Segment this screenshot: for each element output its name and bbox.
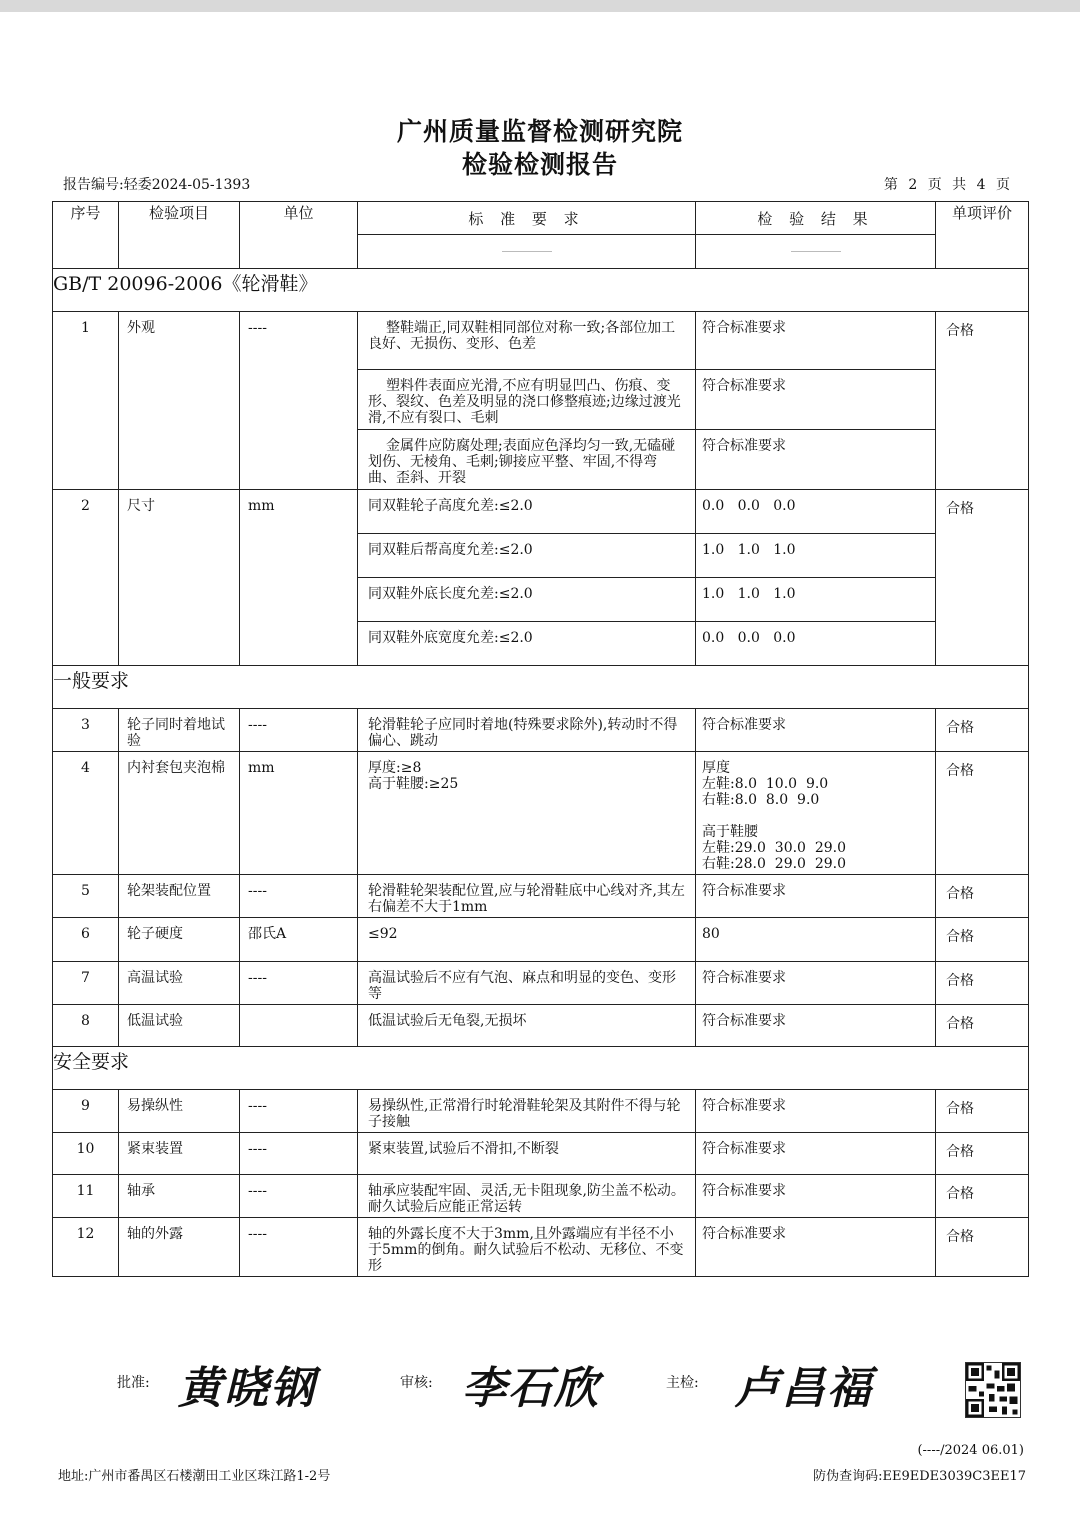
table-row: 12 轴的外露 ---- 轴的外露长度不大于3mm,且外露端应有半径不小于5mm的倒角。耐久试验后不松动、无移位、不变形 符合标准要求 合格 — [53, 1218, 1029, 1277]
doc-title: 检验检测报告 — [461, 150, 618, 179]
qr-code-icon — [965, 1362, 1021, 1418]
review-label: 审核: — [400, 1375, 433, 1391]
anti-fake-code: 防伪查询码:EE9EDE3039C3EE17 — [813, 1469, 1026, 1484]
section-header: 一般要求 — [53, 666, 1029, 709]
col-item: 检验项目 — [119, 202, 240, 269]
table-row: 3 轮子同时着地试验 ---- 轮滑鞋轮子应同时着地(特殊要求除外),转动时不得偏心、跳动 符合标准要求 合格 — [53, 709, 1029, 752]
table-row: 7 高温试验 ---- 高温试验后不应有气泡、麻点和明显的变色、变形等 符合标准要求 合格 — [53, 962, 1029, 1005]
table-row: 9 易操纵性 ---- 易操纵性,正常滑行时轮滑鞋轮架及其附件不得与轮子接触 符合标准要求 合格 — [53, 1090, 1029, 1133]
table-row: 6 轮子硬度 邵氏A ≤92 80 合格 — [53, 918, 1029, 962]
table-row: 8 低温试验 低温试验后无龟裂,无损坏 符合标准要求 合格 — [53, 1005, 1029, 1047]
table-row: 同双鞋外底宽度允差:≤2.0 0.0 0.0 0.0 — [53, 622, 1029, 666]
table-row: 11 轴承 ---- 轴承应装配牢固、灵活,无卡阻现象,防尘盖不松动。耐久试验后应能正常运转 符合标准要求 合格 — [53, 1175, 1029, 1218]
page-info: 第 2 页 共 4 页 — [883, 177, 1010, 193]
col-std: 标 准 要 求 — [358, 202, 696, 269]
col-result: 检 验 结 果 — [696, 202, 936, 269]
top-scroll-bar — [0, 0, 1080, 12]
approve-label: 批准: — [117, 1375, 150, 1391]
col-unit: 单位 — [240, 202, 358, 269]
table-header — [53, 202, 1029, 269]
report-table — [52, 201, 1029, 1277]
table-row: 4 内衬套包夹泡棉 mm 厚度:≥8 高于鞋腰:≥25 厚度 左鞋:8.0 10.0 9.0 右鞋:8.0 8.0 9.0 高于鞋腰 左鞋:29.0 30.0 29.0 右鞋:28.0 29.0 29.0 合格 — [53, 752, 1029, 875]
address: 地址:广州市番禺区石楼潮田工业区珠江路1-2号 — [58, 1469, 331, 1484]
signature-row — [0, 1352, 1080, 1432]
org-title: 广州质量监督检测研究院 — [396, 117, 683, 146]
table-row: 同双鞋外底长度允差:≤2.0 1.0 1.0 1.0 — [53, 578, 1029, 622]
form-version: (----/2024 06.01) — [917, 1443, 1024, 1458]
inspect-label: 主检: — [666, 1375, 699, 1391]
section-header: GB/T 20096-2006《轮滑鞋》 — [53, 269, 1029, 312]
table-row: 同双鞋后帮高度允差:≤2.0 1.0 1.0 1.0 — [53, 534, 1029, 578]
table-row: 2 尺寸 mm 同双鞋轮子高度允差:≤2.0 0.0 0.0 0.0 合格 — [53, 490, 1029, 534]
table-row: 金属件应防腐处理;表面应色泽均匀一致,无磕碰划伤、无棱角、毛刺;铆接应平整、牢固,不得弯曲、歪斜、开裂 符合标准要求 — [53, 430, 1029, 490]
approve-signature: 黄晓钢 — [178, 1363, 316, 1414]
col-eval: 单项评价 — [936, 202, 1029, 269]
report-number: 报告编号:轻委2024-05-1393 — [63, 177, 251, 193]
table-row: 10 紧束装置 ---- 紧束装置,试验后不滑扣,不断裂 符合标准要求 合格 — [53, 1133, 1029, 1175]
table-row: 1 外观 ---- 整鞋端正,同双鞋相同部位对称一致;各部位加工良好、无损伤、变形、色差 符合标准要求 合格 — [53, 312, 1029, 370]
table-row: 塑料件表面应光滑,不应有明显凹凸、伤痕、变形、裂纹、色差及明显的浇口修整痕迹;边缘过渡光滑,不应有裂口、毛刺 符合标准要求 — [53, 370, 1029, 430]
section-header: 安全要求 — [53, 1047, 1029, 1090]
review-signature: 李石欣 — [462, 1363, 600, 1414]
col-seq: 序号 — [53, 202, 119, 269]
table-row: 5 轮架装配位置 ---- 轮滑鞋轮架装配位置,应与轮滑鞋底中心线对齐,其左右偏差不大于1mm 符合标准要求 合格 — [53, 875, 1029, 918]
inspect-signature: 卢昌福 — [735, 1363, 873, 1414]
